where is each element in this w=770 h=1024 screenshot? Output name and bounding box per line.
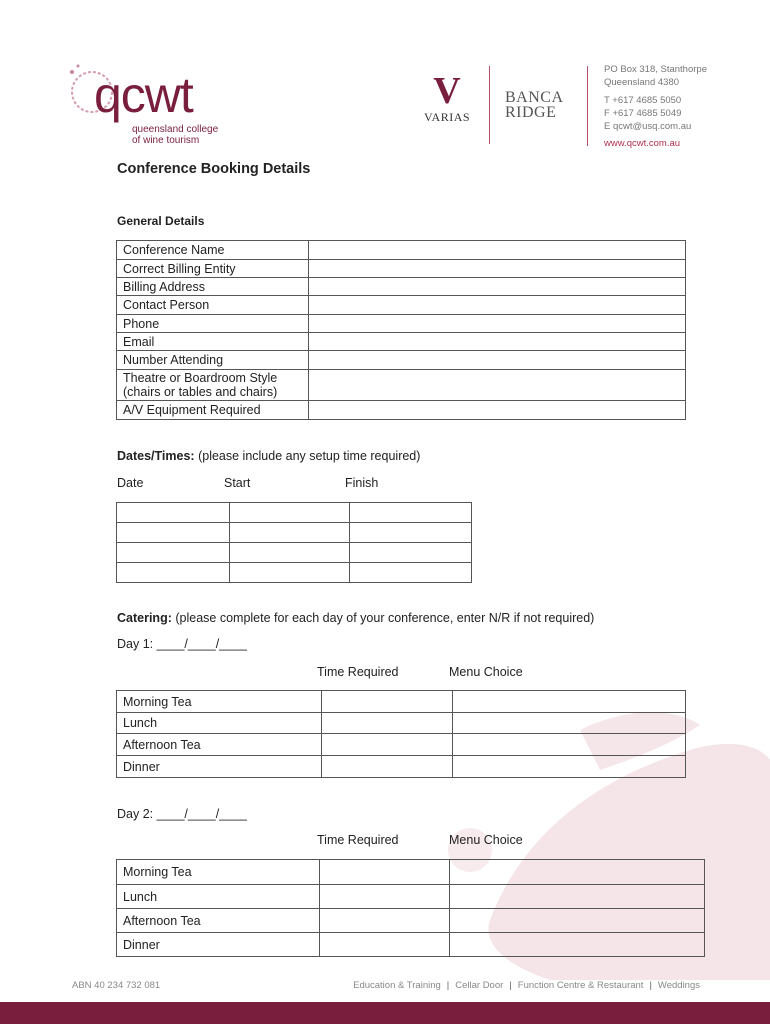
col-menu-choice: Menu Choice bbox=[449, 833, 523, 847]
col-time-required: Time Required bbox=[317, 833, 399, 847]
logo-wordmark: qcwt bbox=[94, 67, 193, 123]
phone-field[interactable] bbox=[309, 315, 686, 333]
col-date: Date bbox=[117, 476, 144, 490]
varias-mark: V bbox=[433, 70, 461, 112]
finish-cell[interactable] bbox=[350, 563, 472, 583]
time-required-cell[interactable] bbox=[319, 860, 450, 885]
time-required-cell[interactable] bbox=[321, 734, 453, 756]
meal-label: Morning Tea bbox=[117, 860, 320, 885]
row-label: Billing Address bbox=[117, 278, 309, 296]
row-label: Contact Person bbox=[117, 296, 309, 315]
col-start: Start bbox=[224, 476, 251, 490]
billing-address-field[interactable] bbox=[309, 278, 686, 296]
general-heading: General Details bbox=[117, 214, 205, 228]
time-required-cell[interactable] bbox=[321, 713, 453, 734]
day1-catering-table bbox=[116, 690, 686, 778]
menu-choice-cell[interactable] bbox=[450, 933, 705, 957]
footer-link-cellar-door[interactable]: Cellar Door bbox=[455, 980, 504, 991]
time-required-cell[interactable] bbox=[321, 691, 453, 713]
meal-label: Dinner bbox=[117, 933, 320, 957]
time-required-cell[interactable] bbox=[319, 933, 450, 957]
address-line: PO Box 318, Stanthorpe bbox=[604, 64, 707, 75]
general-details-table bbox=[116, 240, 686, 420]
theatre-label-line: (chairs or tables and chairs) bbox=[123, 385, 278, 399]
catering-heading-note: (please complete for each day of your conference, enter N/R if not required) bbox=[175, 611, 595, 625]
row-label: A/V Equipment Required bbox=[117, 401, 309, 420]
conference-name-field[interactable] bbox=[309, 241, 686, 260]
start-cell[interactable] bbox=[229, 523, 350, 543]
row-label: Conference Name bbox=[117, 241, 309, 260]
varias-logo bbox=[414, 72, 480, 136]
menu-choice-cell[interactable] bbox=[453, 691, 686, 713]
contact-person-field[interactable] bbox=[309, 296, 686, 315]
av-equipment-field[interactable] bbox=[309, 401, 686, 420]
meal-label: Dinner bbox=[117, 756, 322, 778]
banca-line: BANCA bbox=[505, 89, 564, 106]
menu-choice-cell[interactable] bbox=[450, 885, 705, 909]
row-label bbox=[117, 370, 309, 401]
phone-line: T +617 4685 5050 bbox=[604, 95, 682, 107]
time-required-cell[interactable] bbox=[319, 909, 450, 933]
dates-table bbox=[116, 502, 472, 583]
menu-choice-cell[interactable] bbox=[450, 860, 705, 885]
catering-heading-bold: Catering: bbox=[117, 611, 172, 625]
number-attending-field[interactable] bbox=[309, 351, 686, 370]
footer-link-education[interactable]: Education & Training bbox=[353, 980, 441, 991]
meal-label: Afternoon Tea bbox=[117, 909, 320, 933]
catering-heading bbox=[117, 611, 594, 625]
finish-cell[interactable] bbox=[350, 523, 472, 543]
date-cell[interactable] bbox=[117, 523, 230, 543]
meal-label: Afternoon Tea bbox=[117, 734, 322, 756]
divider bbox=[489, 66, 490, 144]
day1-label: Day 1: ____/____/____ bbox=[117, 637, 247, 651]
dates-heading-note: (please include any setup time required) bbox=[198, 449, 421, 463]
finish-cell[interactable] bbox=[350, 543, 472, 563]
day2-label: Day 2: ____/____/____ bbox=[117, 807, 247, 821]
contact-block bbox=[604, 64, 707, 150]
billing-entity-field[interactable] bbox=[309, 260, 686, 278]
date-cell[interactable] bbox=[117, 543, 230, 563]
time-required-cell[interactable] bbox=[321, 756, 453, 778]
address-line: Queensland 4380 bbox=[604, 76, 680, 88]
dates-heading bbox=[117, 449, 420, 463]
start-cell[interactable] bbox=[229, 503, 350, 523]
email-line: E qcwt@usq.com.au bbox=[604, 120, 692, 132]
footer-link-weddings[interactable]: Weddings bbox=[657, 980, 700, 991]
varias-name: VARIAS bbox=[423, 110, 471, 124]
row-label: Correct Billing Entity bbox=[117, 260, 309, 278]
meal-label: Lunch bbox=[117, 713, 322, 734]
meal-label: Morning Tea bbox=[117, 691, 322, 713]
row-label: Number Attending bbox=[117, 351, 309, 370]
meal-label: Lunch bbox=[117, 885, 320, 909]
website-link[interactable]: www.qcwt.com.au bbox=[604, 137, 681, 149]
footer-link-function-centre[interactable]: Function Centre & Restaurant bbox=[517, 980, 644, 991]
row-label: Phone bbox=[117, 315, 309, 333]
page-title: Conference Booking Details bbox=[117, 161, 311, 177]
qcwt-logo bbox=[64, 62, 234, 152]
col-menu-choice: Menu Choice bbox=[449, 665, 523, 679]
day2-catering-table bbox=[116, 859, 705, 957]
footer-links bbox=[353, 980, 700, 991]
col-time-required: Time Required bbox=[317, 665, 399, 679]
separator: | bbox=[649, 980, 652, 991]
row-label: Email bbox=[117, 333, 309, 351]
menu-choice-cell[interactable] bbox=[453, 713, 686, 734]
start-cell[interactable] bbox=[229, 543, 350, 563]
theatre-label-line: Theatre or Boardroom Style bbox=[123, 371, 278, 385]
separator: | bbox=[509, 980, 512, 991]
separator: | bbox=[446, 980, 450, 991]
date-cell[interactable] bbox=[117, 563, 230, 583]
fax-line: F +617 4685 5049 bbox=[604, 108, 682, 120]
email-field[interactable] bbox=[309, 333, 686, 351]
footer-bar bbox=[0, 1002, 770, 1024]
dates-heading-bold: Dates/Times: bbox=[117, 449, 195, 463]
menu-choice-cell[interactable] bbox=[450, 909, 705, 933]
menu-choice-cell[interactable] bbox=[453, 756, 686, 778]
col-finish: Finish bbox=[345, 476, 379, 490]
menu-choice-cell[interactable] bbox=[453, 734, 686, 756]
divider bbox=[587, 66, 588, 146]
logo-subtitle: queensland college of wine tourism bbox=[132, 124, 219, 146]
finish-cell[interactable] bbox=[350, 503, 472, 523]
abn-number: ABN 40 234 732 081 bbox=[72, 980, 161, 991]
banca-ridge-logo bbox=[505, 90, 564, 120]
time-required-cell[interactable] bbox=[319, 885, 450, 909]
room-style-field[interactable] bbox=[309, 370, 686, 401]
start-cell[interactable] bbox=[229, 563, 350, 583]
date-cell[interactable] bbox=[117, 503, 230, 523]
ridge-line: RIDGE bbox=[505, 104, 557, 121]
